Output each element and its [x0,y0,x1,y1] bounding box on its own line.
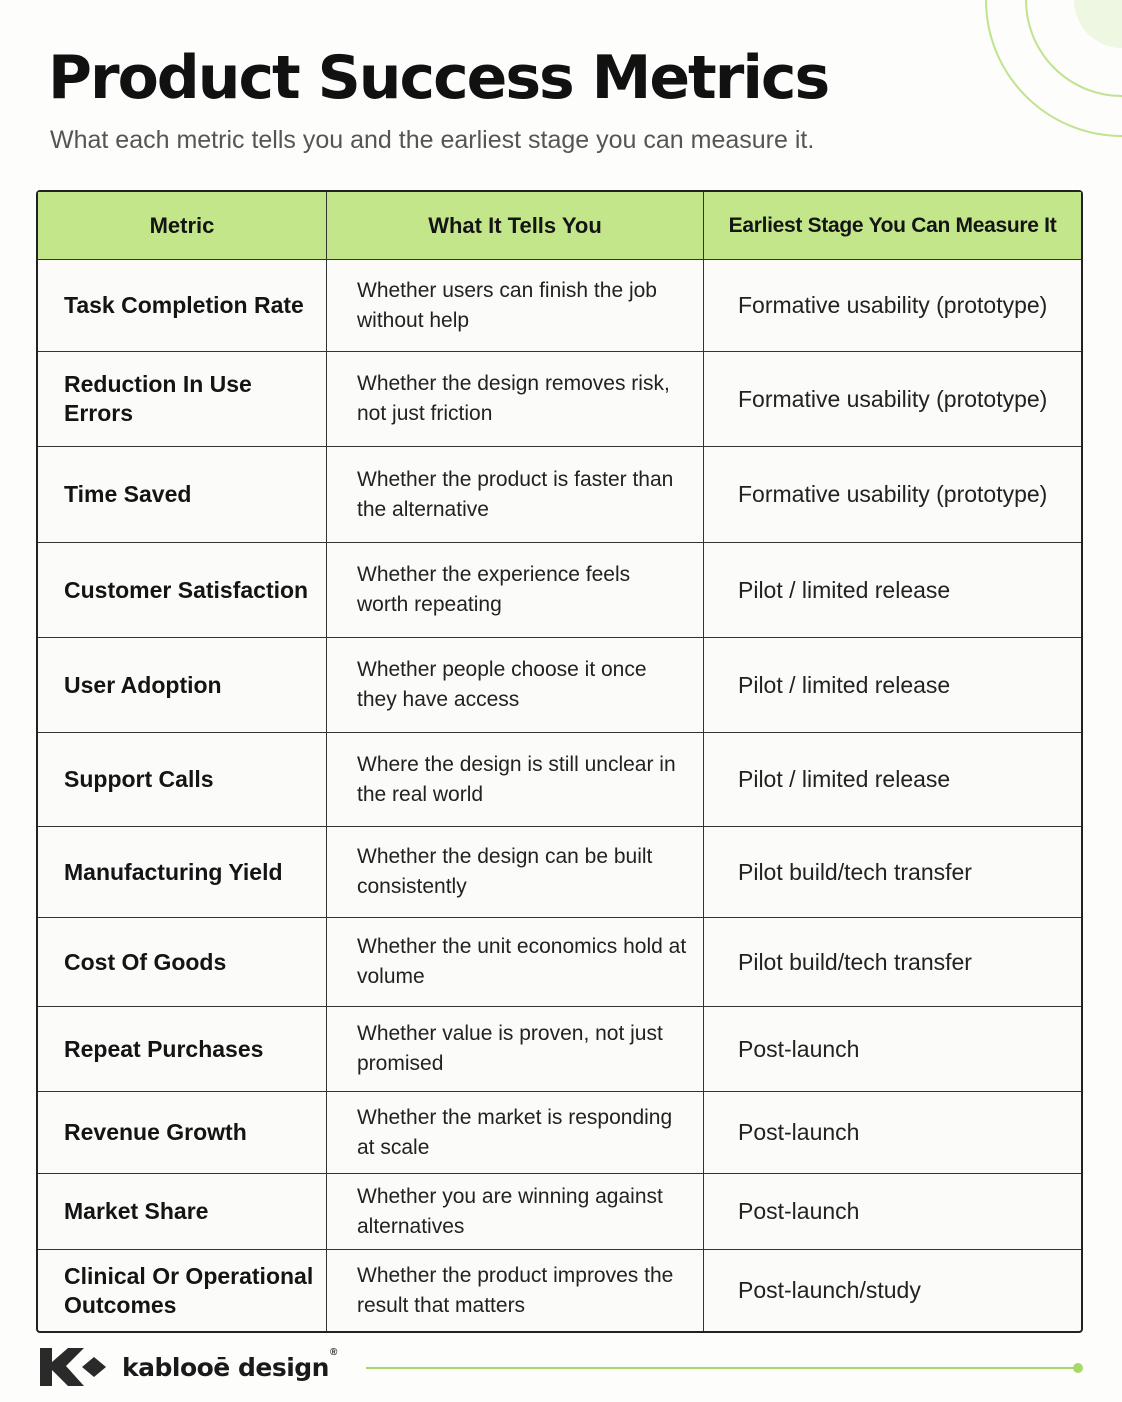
metric-stage: Formative usability (prototype) [704,352,1081,447]
kabloe-k-logo-icon [38,1344,114,1390]
table-row [38,827,1081,918]
page-title: Product Success Metrics [48,43,829,113]
metric-stage: Post-launch [704,1092,1081,1174]
metric-meaning: Whether the experience feels worth repeating [327,543,704,638]
metric-name: Manufacturing Yield [38,827,327,918]
table-row [38,447,1081,543]
metric-stage: Pilot / limited release [704,733,1081,827]
metric-name: Support Calls [38,733,327,827]
metric-meaning: Whether the design removes risk, not just friction [327,352,704,447]
table-row [38,1174,1081,1250]
metrics-table [36,190,1083,1333]
brand-name [122,1346,337,1382]
table-header-row [38,192,1081,260]
registered-mark: ® [329,1346,337,1358]
table-row [38,733,1081,827]
metric-name: Reduction In Use Errors [38,352,327,447]
metric-meaning: Whether you are winning against alternatives [327,1174,704,1250]
footer-divider-line [366,1367,1078,1369]
table-row [38,918,1081,1007]
table-row [38,638,1081,733]
metric-stage: Pilot / limited release [704,543,1081,638]
metric-stage: Post-launch [704,1174,1081,1250]
table-row [38,352,1081,447]
brand-name-text: kablooē design [122,1352,329,1382]
metric-meaning: Whether the product improves the result that matters [327,1250,704,1331]
header-earliest-stage: Earliest Stage You Can Measure It [704,192,1081,260]
table-row [38,1092,1081,1174]
footer-divider-dot [1073,1363,1083,1373]
metric-name: Customer Satisfaction [38,543,327,638]
metric-name: Revenue Growth [38,1092,327,1174]
metric-stage: Post-launch/study [738,1277,921,1303]
metric-meaning: Whether the unit economics hold at volume [327,918,704,1007]
metric-stage: Formative usability (prototype) [704,447,1081,543]
metric-meaning: Whether the market is responding at scale [327,1092,704,1174]
header-what-it-tells-you: What It Tells You [327,192,704,260]
metric-meaning: Whether the product is faster than the alternative [327,447,704,543]
metric-stage: Pilot / limited release [704,638,1081,733]
corner-decoration [922,0,1122,160]
metric-name: Time Saved [38,447,327,543]
table-row [38,543,1081,638]
metric-name: Task Completion Rate [38,260,327,352]
page-subtitle: What each metric tells you and the earliest stage you can measure it. [50,126,815,154]
metric-stage: Post-launch [704,1007,1081,1092]
metric-meaning: Whether value is proven, not just promised [327,1007,704,1092]
metric-name: Clinical Or Operational Outcomes [38,1250,327,1331]
metric-meaning: Whether people choose it once they have access [327,638,704,733]
brand-logo [38,1344,337,1390]
table-row [38,1007,1081,1092]
metric-name: User Adoption [38,638,327,733]
header-metric: Metric [38,192,327,260]
metric-meaning: Where the design is still unclear in the real world [327,733,704,827]
metric-meaning: Whether the design can be built consistently [327,827,704,918]
table-row [38,260,1081,352]
table-row [38,1250,1081,1331]
metric-name: Cost Of Goods [38,918,327,1007]
metric-stage: Pilot build/tech transfer [704,827,1081,918]
metric-stage: Pilot build/tech transfer [704,918,1081,1007]
metric-meaning: Whether users can finish the job without help [327,260,704,352]
metric-stage: Formative usability (prototype) [704,260,1081,352]
metric-name: Market Share [38,1174,327,1250]
metric-name: Repeat Purchases [38,1007,327,1092]
